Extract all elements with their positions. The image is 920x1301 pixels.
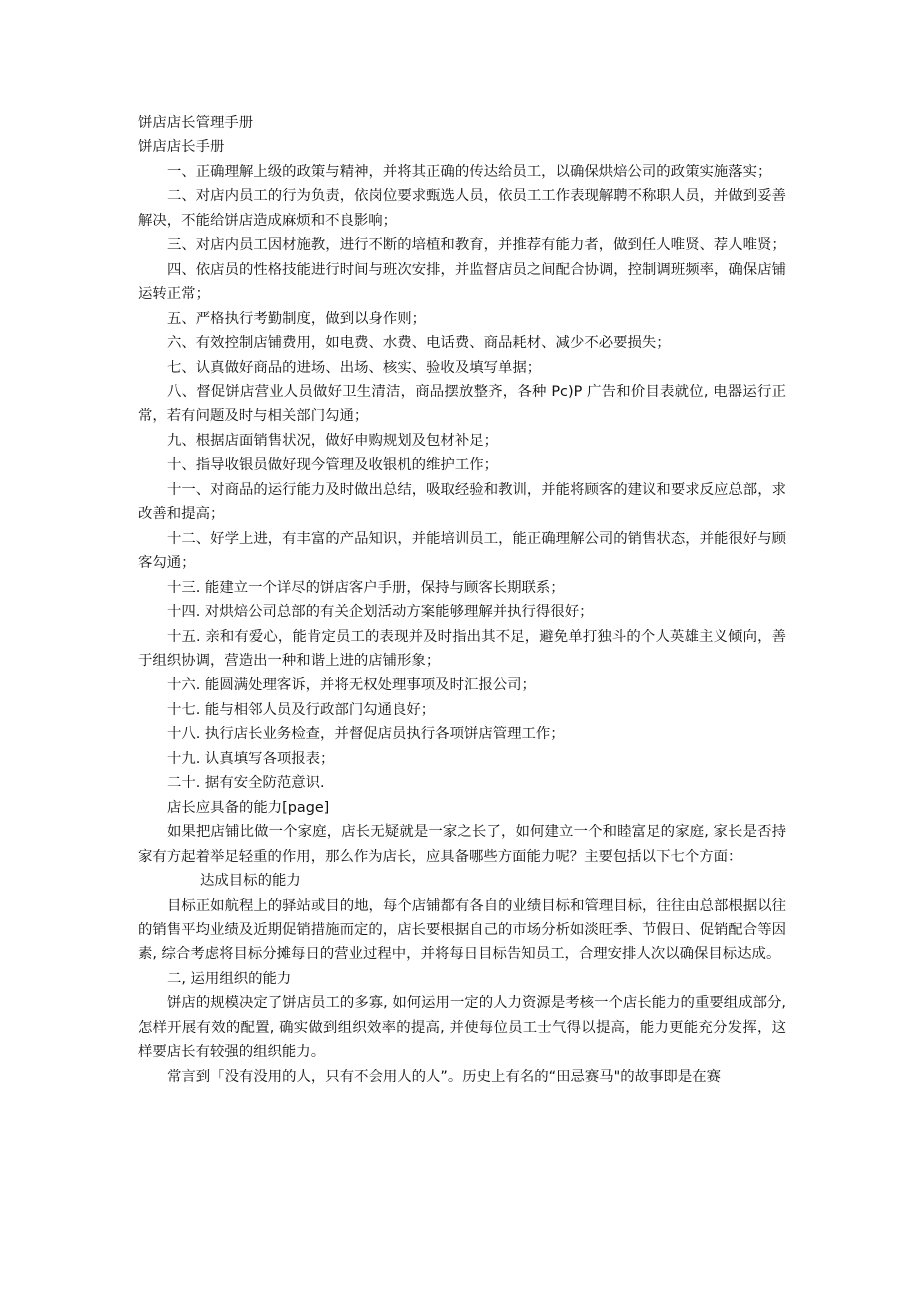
document-title: 饼店店长管理手册 [138,115,254,131]
duty-item: 十五. 亲和有爱心，能肯定员工的表现并及时指出其不足，避免单打独斗的个人英雄主义倾向，善于组织协调，营造出一种和谐上进的店铺形象； [138,628,786,669]
section-1-body: 目标正如航程上的驿站或目的地，每个店铺都有各自的业绩目标和管理目标，往往由总部根据以往的销售平均业绩及近期促销措施而定的，店长要根据自己的市场分析如淡旺季、节假日、促销配合等因素, 综合考虑将目标分摊每日的营业过程中，并将每日目标告知员工，合理安排人次以确保目标达成。 [138,897,786,963]
duty-item: 十七. 能与相邻人员及行政部门勾通良好； [167,701,436,718]
document-page [138,111,786,1089]
abilities-intro: 如果把店铺比做一个家庭，店长无疑就是一家之长了，如何建立一个和睦富足的家庭, 家长是否持家有方起着举足轻重的作用，那么作为店长，应具备哪些方面能力呢？主要包括以下七个方面： [138,824,786,865]
duty-item: 一、正确理解上级的政策与精神，并将其正确的传达给员工，以确保烘焙公司的政策实施落实； [167,163,772,180]
abilities-heading: 店长应具备的能力[page] [167,799,330,816]
duty-item: 十、指导收银员做好现今管理及收银机的维护工作； [167,457,498,474]
duty-item: 十四. 对烘焙公司总部的有关企划活动方案能够理解并执行得很好； [167,604,594,621]
section-2-body: 饼店的规模决定了饼店员工的多寡, 如何运用一定的人力资源是考核一个店长能力的重要组成部分, 怎样开展有效的配置, 确实做到组织效率的提高, 并使每位员工士气得以提高，能力更能充分发挥，这样要店长有较强的组织能力。 [138,995,786,1061]
section-1-title: 达成目标的能力 [200,873,301,890]
duty-item: 二十. 据有安全防范意识. [167,775,325,792]
duty-item: 八、督促饼店营业人员做好卫生清洁，商品摆放整齐，各种 Pc)P 广告和价目表就位, 电器运行正常，若有问题及时与相关部门勾通； [138,383,786,425]
duty-item: 十二、好学上进，有丰富的产品知识，并能培训员工，能正确理解公司的销售状态，并能很好与顾客勾通； [138,530,786,572]
duty-item: 十九. 认真填写各项报表； [167,750,335,767]
duty-item: 六、有效控制店铺费用，如电费、水费、电话费、商品耗材、减少不必要损失； [167,335,671,352]
duties-list [138,160,786,796]
section-2-quote: 常言到「没有没用的人，只有不会用人的人”。历史上有名的“田忌赛马"的故事即是在赛 [167,1068,721,1085]
duty-item: 二、对店内员工的行为负责，依岗位要求甄选人员，依员工工作表现解聘不称职人员，并做到妥善解决，不能给饼店造成麻烦和不良影响； [138,188,786,229]
duty-item: 十八. 执行店长业务检查，并督促店员执行各项饼店管理工作； [167,726,565,743]
duty-item: 十一、对商品的运行能力及时做出总结，吸取经验和教训，并能将顾客的建议和要求反应总部，求改善和提高； [138,481,786,523]
duty-item: 九、根据店面销售状况，做好申购规划及包材补足； [167,432,498,449]
duty-item: 五、严格执行考勤制度，做到以身作则； [167,310,427,327]
duty-item: 七、认真做好商品的进场、出场、核实、验收及填写单据； [167,359,542,376]
duty-item: 十六. 能圆满处理客诉，并将无权处理事项及时汇报公司； [167,677,536,694]
section-2-title: 二, 运用组织的能力 [167,970,292,987]
duty-item: 三、对店内员工因材施教，进行不断的培植和教育，并推荐有能力者，做到任人唯贤、荐人唯贤； [167,237,786,254]
duty-item: 十三. 能建立一个详尽的饼店客户手册，保持与顾客长期联系； [167,579,565,596]
duty-item: 四、依店员的性格技能进行时间与班次安排，并监督店员之间配合协调，控制调班频率，确保店铺运转正常； [138,261,786,303]
document-subtitle: 饼店店长手册 [138,139,225,156]
